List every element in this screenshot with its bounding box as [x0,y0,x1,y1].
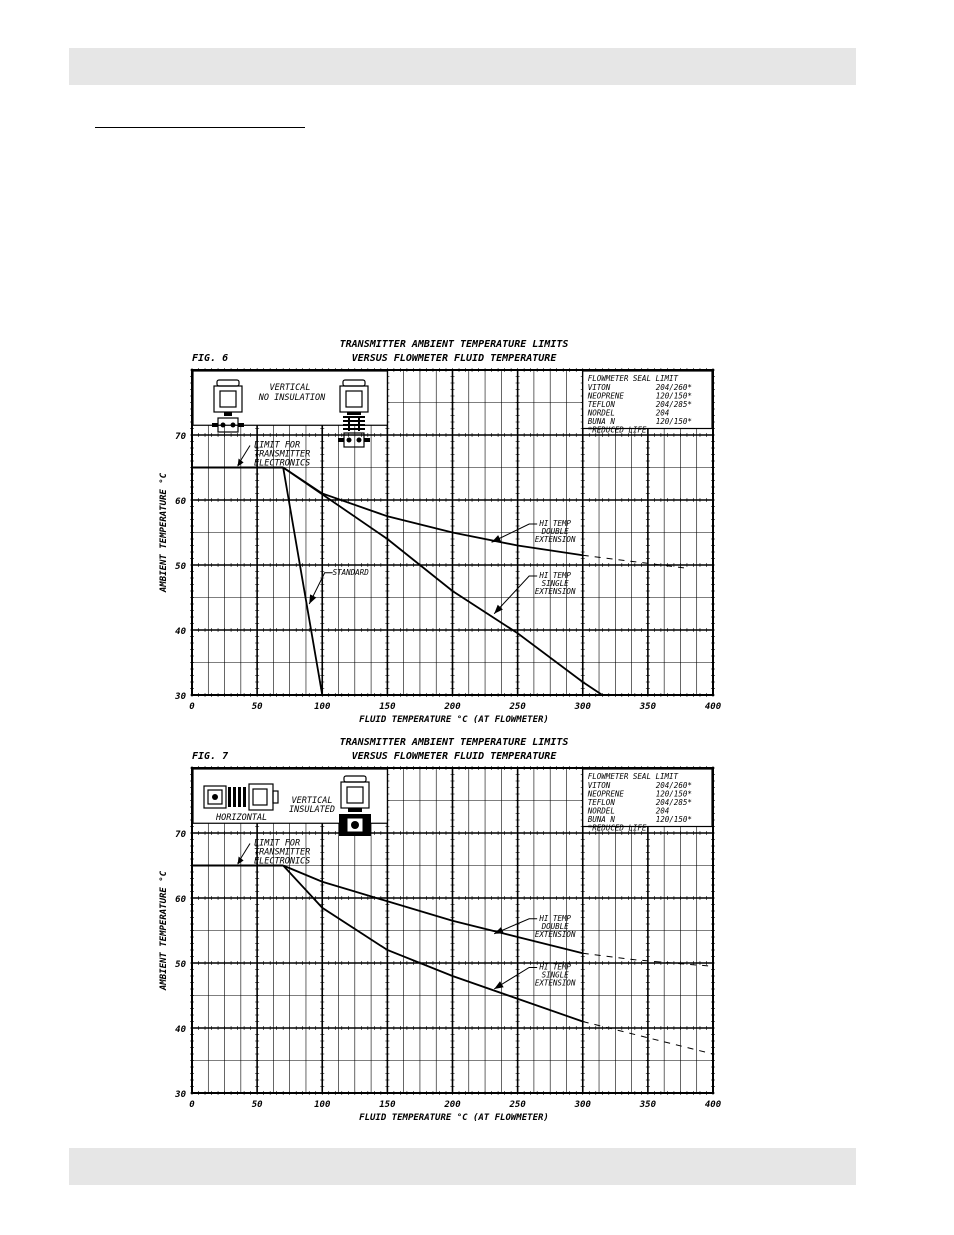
pipe-end [212,423,218,427]
x-tick-label: 200 [444,1100,461,1110]
series-line-1 [283,866,583,1022]
x-tick-label: 0 [189,702,195,712]
y-tick-label: 40 [175,1025,186,1035]
annotation-text: EXTENSION [534,587,576,596]
chart-title-line-2: VERSUS FLOWMETER FLUID TEMPERATURE [351,353,557,364]
legend-footnote: *REDUCED LIFE [587,425,647,435]
x-tick-label: 150 [379,702,396,712]
electronics-limit-label: LIMIT FOR [254,440,301,451]
chart-title-line-1: TRANSMITTER AMBIENT TEMPERATURE LIMITS [339,339,569,350]
legend-entry-material: NORDEL [587,806,615,816]
pipe-end [364,438,370,442]
annotation-text: EXTENSION [534,978,576,988]
annotation-text: DOUBLE [541,527,569,536]
x-tick-label: 350 [639,702,657,712]
legend-entry-limit: 120/150* [655,417,692,426]
legend-footnote: *REDUCED LIFE [587,823,647,833]
electronics-limit-label: TRANSMITTER [254,449,311,460]
legend-entry-material: NEOPRENE [587,391,624,401]
x-tick-label: 400 [704,1100,722,1110]
legend-entry-limit: 204 [655,408,670,418]
legend-title: FLOWMETER SEAL LIMIT [587,772,679,781]
chart-title-line-2: VERSUS FLOWMETER FLUID TEMPERATURE [351,751,557,762]
legend-entry-material: VITON [587,383,611,392]
y-tick-label: 50 [175,562,186,572]
fig7-chart [0,728,954,1128]
legend-entry-material: TEFLON [587,400,615,409]
orientation-label-vertical: VERTICAL [291,796,333,806]
x-tick-label: 50 [251,702,263,712]
header-band [69,48,856,85]
annotation-text: EXTENSION [534,535,576,544]
bolt [231,423,236,428]
figure-label: FIG. 7 [192,751,229,762]
post [358,416,360,431]
annotation-text: DOUBLE [541,921,569,931]
bolt [351,821,359,829]
annotation-arrowhead [494,981,504,989]
fin [228,787,231,807]
fin [243,787,246,807]
y-tick-label: 70 [175,830,186,840]
legend-entry-limit: 120/150* [655,815,692,824]
orientation-label-horizontal: HORIZONTAL [216,813,268,823]
x-tick-label: 0 [189,1100,195,1110]
annotation-text: HI TEMP [539,962,571,972]
pipe-end [338,438,344,442]
annotation-text: HI TEMP [539,571,571,580]
electronics-limit-label: ELECTRONICS [254,458,311,469]
annotation-text: SINGLE [541,579,569,588]
neck [347,412,361,415]
annotation-text: STANDARD [332,567,369,577]
y-tick-label: 30 [175,1090,186,1100]
electronics-limit-label: TRANSMITTER [254,847,311,858]
legend-entry-material: NORDEL [587,408,615,418]
x-axis-label: FLUID TEMPERATURE °C (AT FLOWMETER) [359,715,549,725]
legend-entry-material: TEFLON [587,798,615,807]
legend-entry-material: NEOPRENE [587,789,624,799]
legend-title: FLOWMETER SEAL LIMIT [587,374,679,383]
fin [343,420,365,422]
annotation-text: SINGLE [541,970,569,980]
annotation-text: EXTENSION [534,929,576,939]
legend-entry-limit: 204 [655,806,670,816]
legend-entry-limit: 204/260* [655,383,692,392]
series-line-0 [283,866,583,954]
bolt [347,438,352,443]
figure-label: FIG. 6 [192,353,229,364]
footer-band [69,1148,856,1185]
x-tick-label: 50 [251,1100,263,1110]
neck [224,412,232,416]
annotation-arrowhead [492,535,502,542]
y-tick-label: 50 [175,960,186,970]
x-axis-label: FLUID TEMPERATURE °C (AT FLOWMETER) [359,1113,549,1123]
legend-entry-limit: 204/285* [655,798,692,807]
x-tick-label: 200 [444,702,461,712]
legend-entry-limit: 120/150* [655,789,692,799]
fin [343,416,365,418]
x-tick-label: 250 [509,1100,526,1110]
electronics-limit-label: ELECTRONICS [254,856,311,867]
legend-entry-limit: 120/150* [655,391,692,401]
fin [343,424,365,426]
orientation-label-insulated: INSULATED [288,805,336,815]
x-tick-label: 300 [574,702,591,712]
fig6-chart [0,330,954,730]
electronics-limit-label: LIMIT FOR [254,838,301,849]
bolt [221,423,226,428]
bolt [212,794,218,800]
fin [238,787,241,807]
x-tick-label: 350 [639,1100,657,1110]
fin [233,787,236,807]
bolt [357,438,362,443]
y-tick-label: 40 [175,627,186,637]
x-tick-label: 100 [314,1100,331,1110]
legend-entry-limit: 204/260* [655,781,692,790]
neck [348,808,362,812]
y-tick-label: 30 [175,692,186,702]
annotation-arrowhead [309,594,316,604]
fin [343,428,365,430]
y-tick-label: 60 [175,497,186,507]
x-tick-label: 250 [509,702,526,712]
annotation-text: HI TEMP [539,519,571,528]
y-tick-label: 60 [175,895,186,905]
x-tick-label: 400 [704,702,722,712]
legend-entry-limit: 204/285* [655,400,692,409]
legend-entry-material: BUNA N [587,815,615,824]
y-axis-label: AMBIENT TEMPERATURE °C [159,472,169,593]
pipe-end [238,423,244,427]
annotation-text: HI TEMP [539,913,571,923]
x-tick-label: 300 [574,1100,591,1110]
orientation-label-1: VERTICAL [269,383,311,393]
heading-underline [95,127,305,128]
legend-entry-material: VITON [587,781,611,790]
x-tick-label: 100 [314,702,331,712]
x-tick-label: 150 [379,1100,396,1110]
orientation-label-2: NO INSULATION [258,393,326,403]
y-tick-label: 70 [175,432,186,442]
legend-entry-material: BUNA N [587,417,615,426]
post [348,416,350,431]
chart-title-line-1: TRANSMITTER AMBIENT TEMPERATURE LIMITS [339,737,569,748]
y-axis-label: AMBIENT TEMPERATURE °C [159,870,169,991]
